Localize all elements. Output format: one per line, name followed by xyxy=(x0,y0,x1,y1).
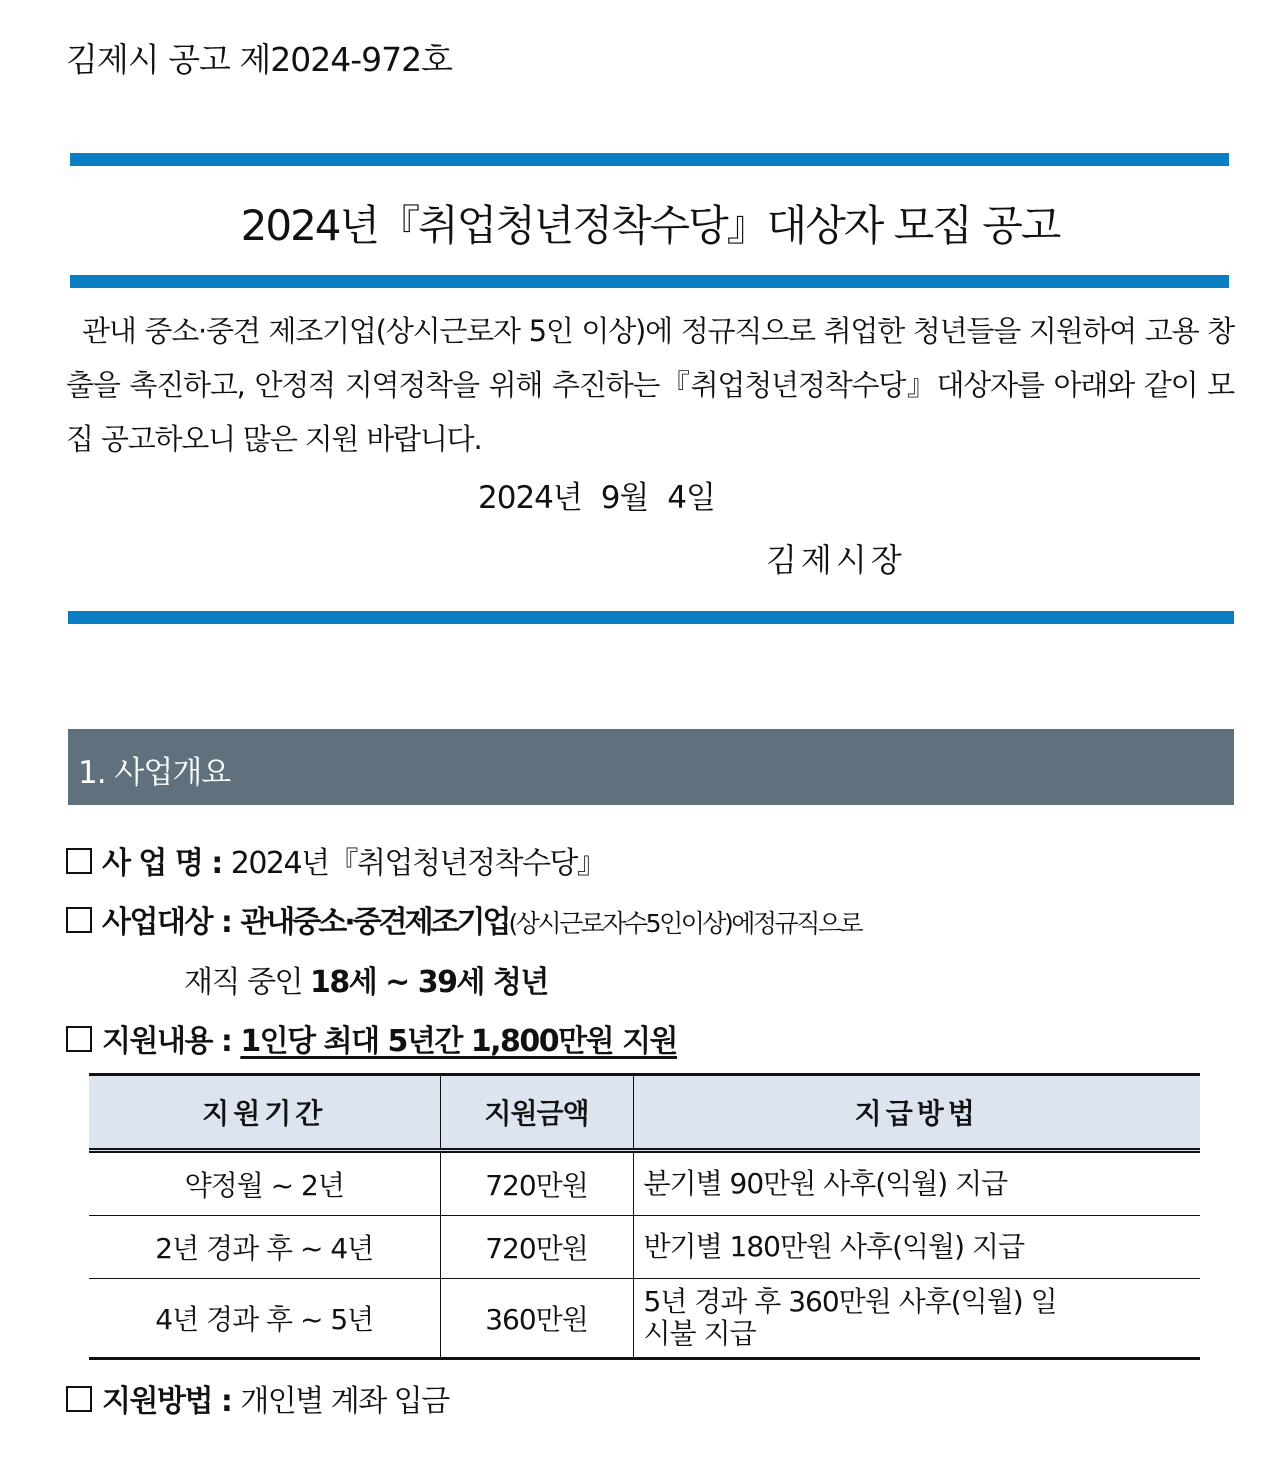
support-table xyxy=(89,1073,1200,1360)
checkbox-icon xyxy=(66,848,92,874)
checkbox-icon xyxy=(66,907,92,933)
notice-date: 2024년 9월 4일 xyxy=(478,480,715,516)
table-row xyxy=(89,1151,1200,1216)
page-title: 2024년『취업청년정착수당』대상자 모집 공고 xyxy=(240,201,1060,250)
notice-number: 김제시 공고 제2024-972호 xyxy=(66,40,453,79)
issuer-name: 김제시장 xyxy=(766,541,906,579)
item-sep: : xyxy=(202,846,231,881)
item-sep: : xyxy=(211,1024,241,1059)
item-sep: : xyxy=(211,1384,241,1419)
intro-text: 관내 중소·중견 제조기업(상시근로자 5인 이상)에 정규직으로 취업한 청년들을 지원하여 고용 창출을 촉진하고, 안정적 지역정착을 위해 추진하는『취업청년정착수당』대상자를 아래와 같이 모집 공고하오니 많은 지원 바랍니다. xyxy=(66,314,1234,456)
item-label: 사 업 명 xyxy=(102,846,203,881)
item-value: (상시근로자수5인이상)에정규직으로 xyxy=(508,909,862,938)
cell-period: 약정월 ~ 2년 xyxy=(89,1151,440,1216)
checkbox-icon xyxy=(66,1386,92,1412)
item-support xyxy=(66,1016,677,1060)
col-header-amount: 지원금액 xyxy=(440,1075,633,1151)
title-rule xyxy=(70,275,1229,288)
col-header-period: 지원기간 xyxy=(89,1075,440,1151)
section-title: 1. 사업개요 xyxy=(78,755,231,791)
top-rule xyxy=(70,153,1229,166)
cell-period: 4년 경과 후 ~ 5년 xyxy=(89,1279,440,1359)
item-project-name xyxy=(66,838,605,882)
cell-period: 2년 경과 후 ~ 4년 xyxy=(89,1216,440,1279)
header-bottom-rule xyxy=(68,611,1234,624)
age-range: 18세 ~ 39세 청년 xyxy=(310,965,548,1000)
cell-method: 분기별 90만원 사후(익월) 지급 xyxy=(633,1151,1200,1216)
cell-amount: 720만원 xyxy=(440,1216,633,1279)
item-label: 사업대상 xyxy=(102,905,212,940)
table-row xyxy=(89,1216,1200,1279)
checkbox-icon xyxy=(66,1026,92,1052)
table-row xyxy=(89,1279,1200,1359)
item-value: 재직 중인 xyxy=(184,965,310,1000)
item-target xyxy=(66,897,861,941)
section-header xyxy=(68,729,1234,805)
item-sep: : xyxy=(211,905,241,940)
table-header-row xyxy=(89,1075,1200,1151)
col-header-method: 지급방법 xyxy=(633,1075,1200,1151)
cell-amount: 720만원 xyxy=(440,1151,633,1216)
item-label: 지원내용 xyxy=(102,1024,212,1059)
item-target-line2 xyxy=(184,957,548,1001)
item-method xyxy=(66,1376,449,1420)
item-label: 지원방법 xyxy=(102,1384,212,1419)
item-value: 개인별 계좌 입금 xyxy=(240,1384,449,1419)
item-value-bold: 관내중소·중견제조기업 xyxy=(240,905,509,940)
cell-method: 5년 경과 후 360만원 사후(익월) 일시불 지급 xyxy=(633,1279,1200,1359)
intro-paragraph xyxy=(66,304,1234,466)
cell-amount: 360만원 xyxy=(440,1279,633,1359)
item-value: 2024년『취업청년정착수당』 xyxy=(230,846,606,881)
item-value: 1인당 최대 5년간 1,800만원 지원 xyxy=(240,1024,678,1059)
cell-method: 반기별 180만원 사후(익월) 지급 xyxy=(633,1216,1200,1279)
